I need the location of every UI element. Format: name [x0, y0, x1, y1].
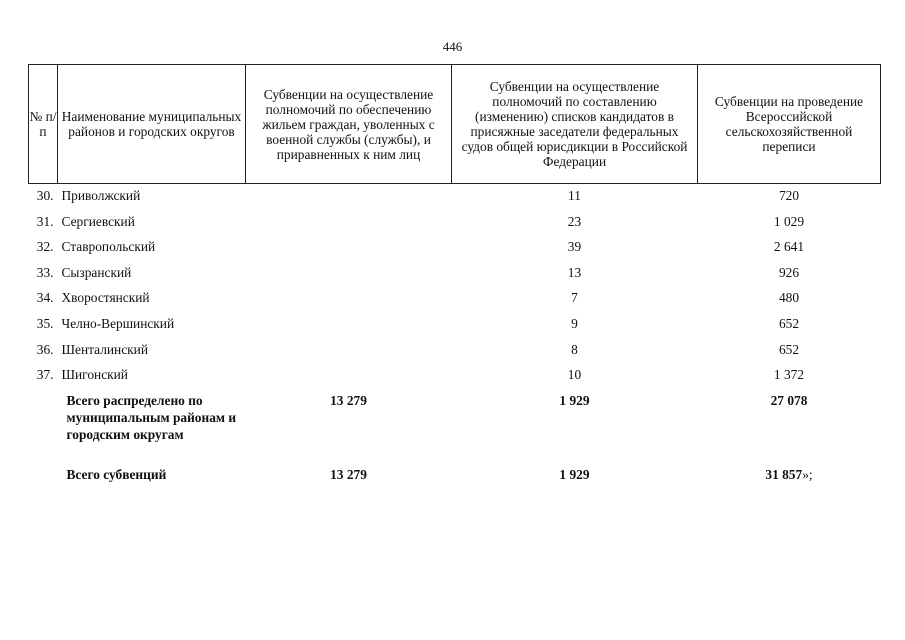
total-distributed-row — [29, 389, 881, 463]
row-name: Сергиевский — [61, 213, 135, 229]
table-row — [29, 261, 881, 287]
row-name: Ставропольский — [61, 239, 156, 255]
row-jurors: 9 — [571, 315, 578, 331]
total-subventions-housing: 13 279 — [330, 466, 367, 482]
table-row — [29, 312, 881, 338]
row-census: 2 641 — [773, 239, 805, 255]
row-housing — [246, 235, 452, 261]
row-census: 1 029 — [773, 213, 805, 229]
total-distributed-number-cell — [29, 389, 58, 463]
total-subventions-jurors: 1 929 — [559, 466, 590, 482]
row-census: 926 — [778, 264, 800, 280]
subventions-table — [28, 64, 881, 494]
row-jurors: 11 — [568, 188, 581, 203]
total-subventions-label: Всего субвенций — [66, 466, 167, 482]
row-jurors: 39 — [567, 239, 582, 255]
row-housing — [246, 312, 452, 338]
row-jurors: 8 — [571, 341, 578, 357]
row-name: Сызранский — [61, 264, 132, 280]
total-subventions-row — [29, 463, 881, 494]
table-row — [29, 338, 881, 364]
header-housing: Субвенции на осуществление полномочий по обеспечению жильем граждан, уволенных с военной службы (службы), и приравненных к ним лиц — [246, 65, 452, 184]
table-row — [29, 363, 881, 389]
row-name: Шенталинский — [61, 341, 148, 357]
row-number: 37. — [36, 367, 54, 383]
row-housing — [246, 338, 452, 364]
row-housing — [246, 363, 452, 389]
table-row — [29, 184, 881, 210]
header-number: № п/п — [29, 65, 58, 184]
row-census: 652 — [778, 341, 800, 357]
row-name: Челно-Вершинский — [61, 315, 175, 331]
row-housing — [246, 210, 452, 236]
row-number: 32. — [36, 239, 54, 255]
row-census: 720 — [778, 188, 800, 203]
header-name: Наименование муниципальных районов и городских округов — [58, 65, 246, 184]
row-number: 35. — [36, 315, 54, 331]
row-number: 36. — [36, 341, 54, 357]
row-jurors: 13 — [567, 264, 582, 280]
row-housing — [246, 286, 452, 312]
table-row — [29, 286, 881, 312]
table-header — [29, 65, 881, 184]
total-distributed-jurors: 1 929 — [559, 392, 590, 408]
row-jurors: 7 — [571, 290, 578, 306]
row-jurors: 23 — [567, 213, 582, 229]
row-census: 652 — [778, 315, 800, 331]
row-name: Хворостянский — [61, 290, 150, 306]
row-number: 33. — [36, 264, 54, 280]
closing-quote-suffix: »; — [802, 466, 813, 482]
total-distributed-housing: 13 279 — [330, 392, 367, 408]
table-row — [29, 210, 881, 236]
total-distributed-label: Всего распределено по муниципальным районам и городским округам — [66, 392, 237, 442]
row-housing — [246, 261, 452, 287]
total-distributed-census: 27 078 — [770, 392, 808, 408]
row-name: Шигонский — [61, 367, 128, 383]
total-subventions-census-cell — [698, 463, 881, 494]
row-number: 34. — [36, 290, 54, 306]
row-census: 480 — [778, 290, 800, 306]
row-number: 30. — [36, 188, 54, 203]
row-census: 1 372 — [773, 367, 805, 383]
row-jurors: 10 — [567, 367, 582, 383]
row-name: Приволжский — [61, 188, 141, 203]
header-census: Субвенции на проведение Всероссийской сельскохозяйственной переписи — [698, 65, 881, 184]
total-subventions-census: 31 857 — [765, 466, 803, 482]
total-subventions-number-cell — [29, 463, 58, 494]
row-housing — [246, 184, 452, 210]
row-number: 31. — [36, 213, 54, 229]
table-row — [29, 235, 881, 261]
header-jurors: Субвенции на осуществление полномочий по составлению (изменению) списков кандидатов в присяжные заседатели федеральных судов общей юрисдикции в Российской Федерации — [452, 65, 698, 184]
page-number: 446 — [442, 39, 463, 54]
